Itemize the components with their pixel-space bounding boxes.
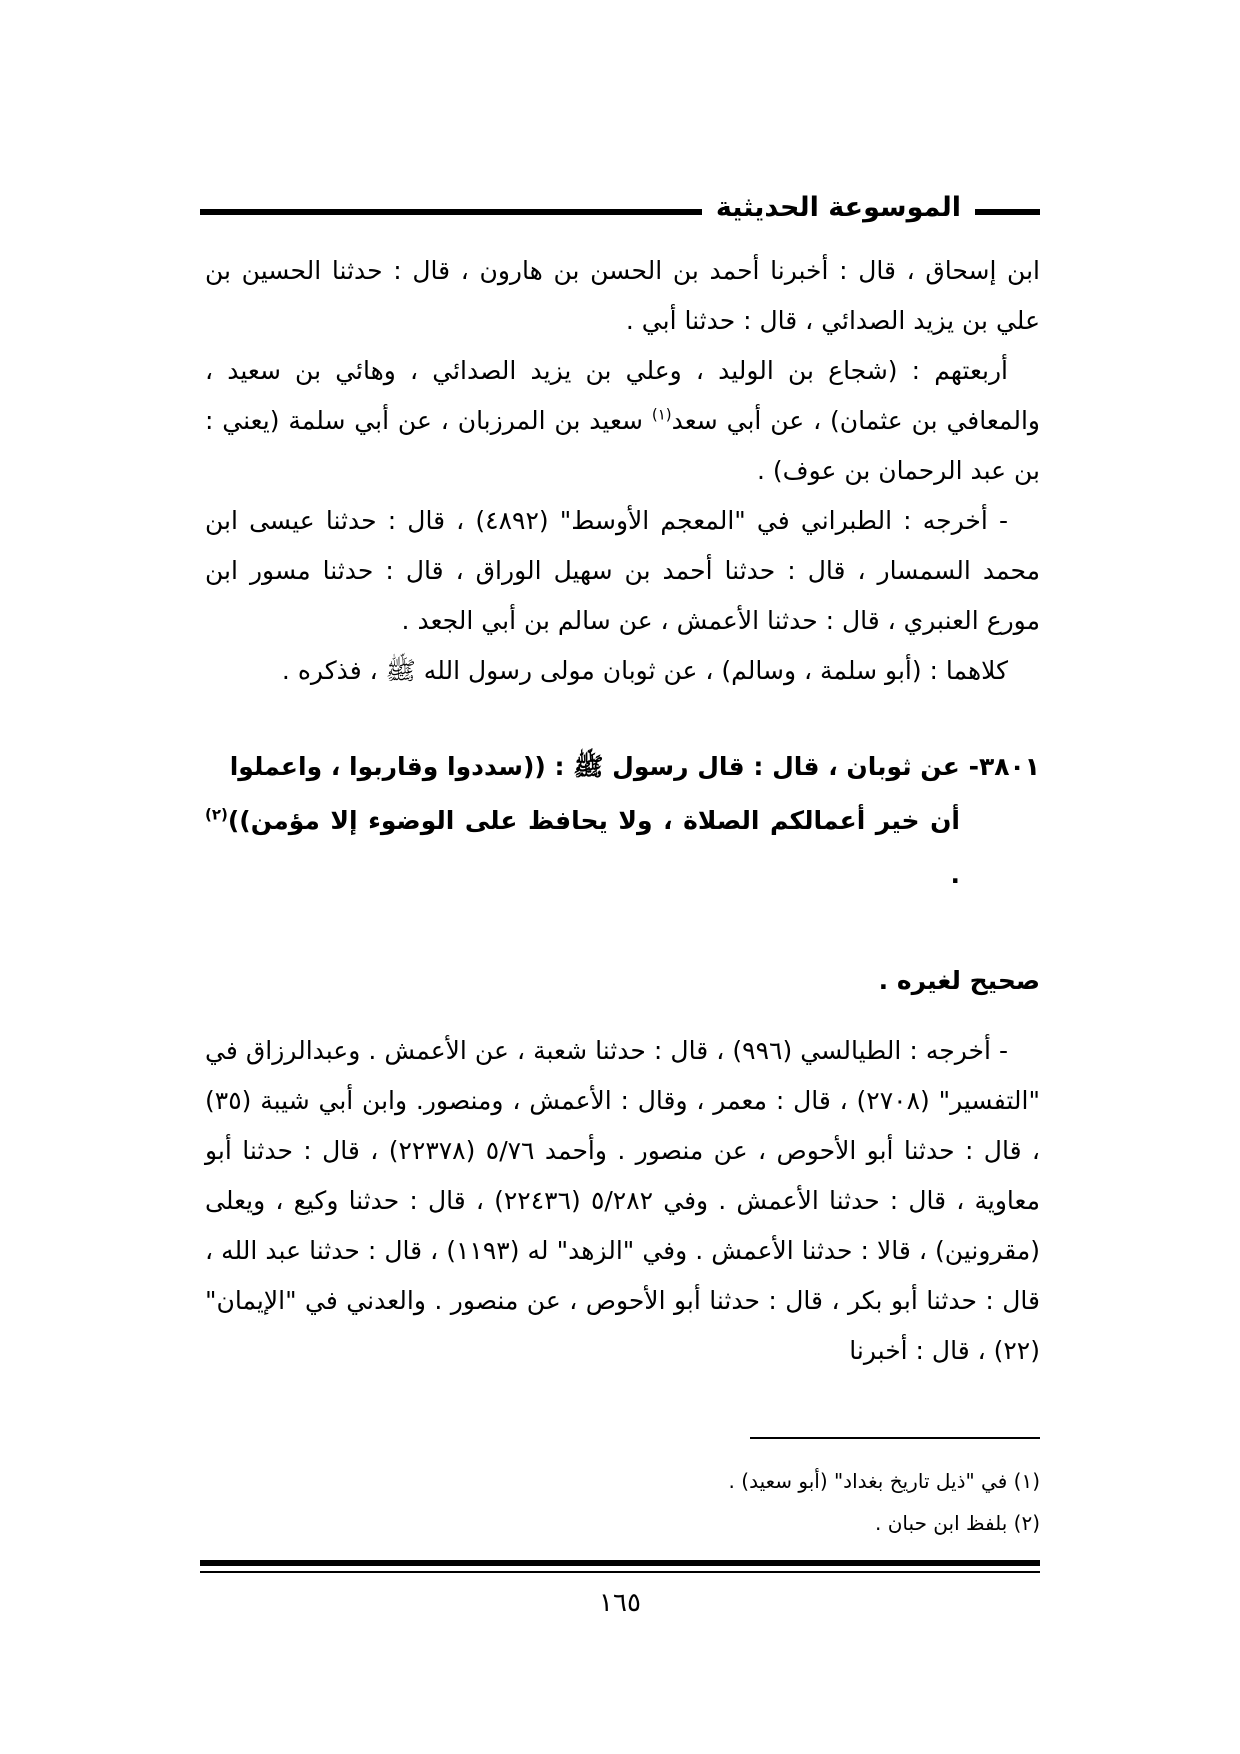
footnote-2: (٢) بلفظ ابن حبان . xyxy=(875,1511,1040,1535)
footer-rule-thin xyxy=(200,1571,1040,1573)
paragraph-takhrij: - أخرجه : الطيالسي (٩٩٦) ، قال : حدثنا شعبة ، عن الأعمش . وعبدالرزاق في "التفسير" (٢٧٠٨) ، قال : معمر ، وقال : الأعمش ، ومنصور. وابن أبي شيبة (٣٥) ، قال : حدثنا أبو الأحوص ، عن منصور . وأحمد ٥/٧٦ (٢٢٣٧٨) ، قال : حدثنا أبو معاوية ، قال : حدثنا الأعمش . وفي ٥/٢٨٢ (٢٢٤٣٦) ، قال : حدثنا وكيع ، ويعلى (مقرونين) ، قالا : حدثنا الأعمش . وفي "الزهد" له (١١٩٣) ، قال : حدثنا عبد الله ، قال : حدثنا أبو بكر ، قال : حدثنا أبو الأحوص ، عن منصور . والعدني في "الإيمان" (٢٢) ، قال : أخبرنا xyxy=(205,1036,1041,1365)
header-rule-short xyxy=(965,209,1040,215)
footer-rule-thick xyxy=(200,1560,1040,1566)
text-block-1 xyxy=(205,246,1040,696)
page-number: ١٦٥ xyxy=(599,1588,641,1618)
header-title: الموسوعة الحديثية xyxy=(702,188,975,228)
hadith-3801 xyxy=(205,740,1040,902)
footnote-ref-1: (١) xyxy=(651,405,672,424)
hadith-continuation-text: أن خير أعمالكم الصلاة ، ولا يحافظ على الوضوء إلا مؤمن)) xyxy=(227,806,960,835)
chain-2-part-a: أربعتهم : (شجاع بن الوليد ، وعلي بن يزيد الصدائي ، وهائي بن سعيد ، والمعافي بن عثمان) ، عن أبي سعد xyxy=(205,356,1040,435)
paragraph-chain-1: ابن إسحاق ، قال : أخبرنا أحمد بن الحسن بن هارون ، قال : حدثنا الحسين بن علي بن يزيد الصدائي ، قال : حدثنا أبي . xyxy=(205,256,1040,335)
text-block-2 xyxy=(205,1026,1040,1376)
hadith-continuation xyxy=(205,794,1040,902)
hadith-grade: صحيح لغيره . xyxy=(878,966,1040,995)
paragraph-chain-2 xyxy=(205,346,1040,496)
chain-2-part-b: سعيد بن المرزبان ، عن أبي سلمة (يعني : بن عبد الرحمان بن عوف) . xyxy=(205,406,1040,485)
hadith-end: . xyxy=(950,860,960,889)
footnotes xyxy=(729,1460,1040,1544)
running-header xyxy=(200,188,1040,236)
hadith-first-line: ٣٨٠١- عن ثوبان ، قال : قال رسول ﷺ : ((سددوا وقاربوا ، واعملوا xyxy=(229,752,1040,781)
paragraph-summary: كلاهما : (أبو سلمة ، وسالم) ، عن ثوبان مولى رسول الله ﷺ ، فذكره . xyxy=(281,656,1008,685)
paragraph-takhrij-tabarani: - أخرجه : الطبراني في "المعجم الأوسط" (٤٨٩٢) ، قال : حدثنا عيسى ابن محمد السمسار ، قال : حدثنا أحمد بن سهيل الوراق ، قال : حدثنا مسور ابن مورع العنبري ، قال : حدثنا الأعمش ، عن سالم بن أبي الجعد . xyxy=(205,506,1040,635)
footnote-separator xyxy=(750,1437,1040,1439)
footnote-ref-2: (٢) xyxy=(205,805,228,824)
footnote-1: (١) في "ذيل تاريخ بغداد" (أبو سعيد) . xyxy=(728,1469,1040,1493)
